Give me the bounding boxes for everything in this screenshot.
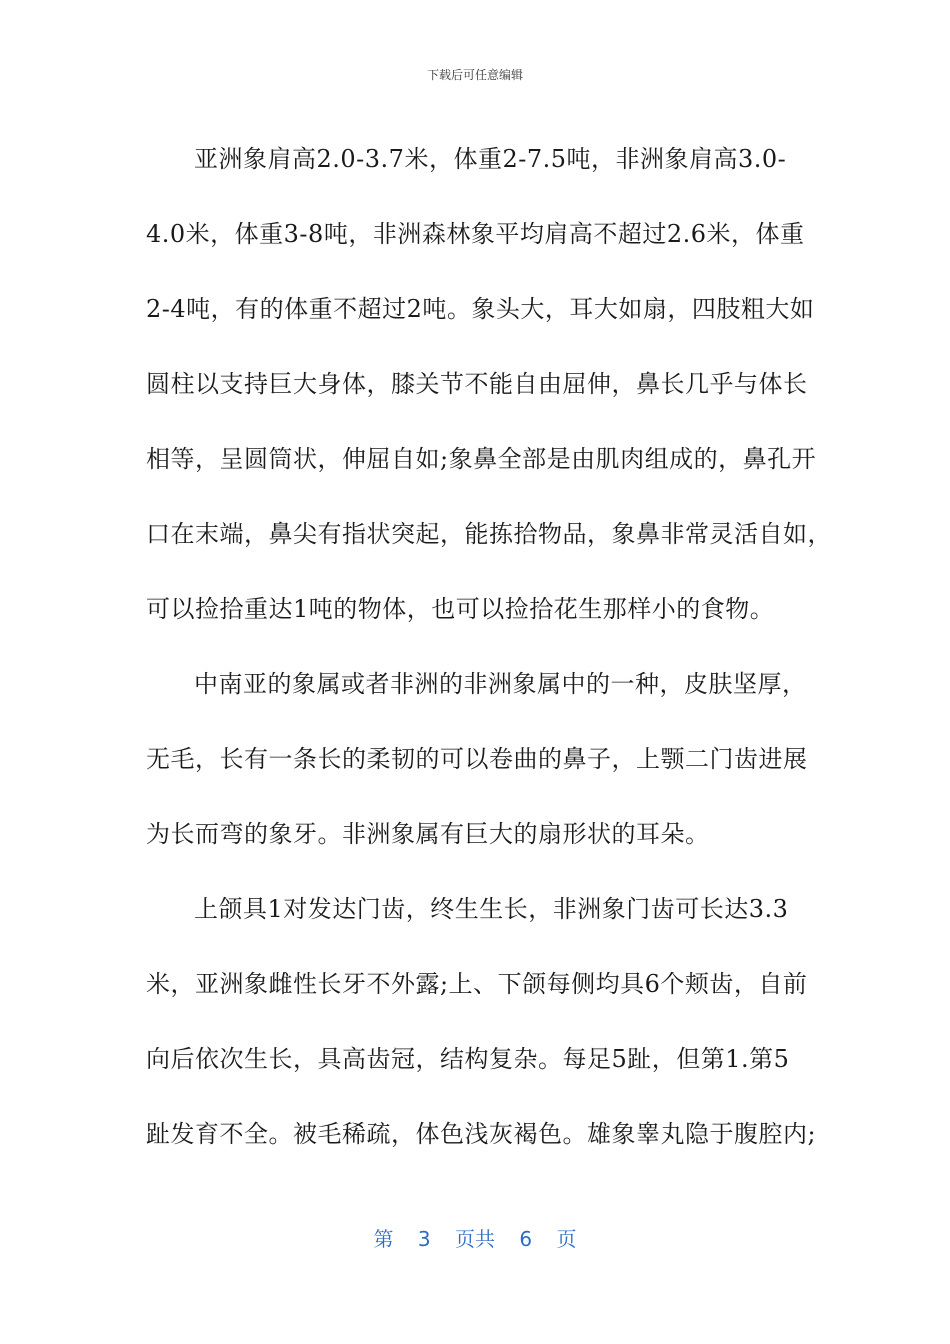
text-line: 亚洲象肩高2.0-3.7米，体重2-7.5吨，非洲象肩高3.0- [194, 145, 787, 173]
footer-middle: 页共 [455, 1227, 495, 1251]
document-body [146, 122, 832, 1172]
paragraph-2 [146, 647, 806, 872]
text-line: 可以捡拾重达1吨的物体，也可以捡拾花生那样小的食物。 [146, 595, 775, 623]
text-line: 中南亚的象属或者非洲的非洲象属中的一种，皮肤坚厚， [194, 670, 807, 698]
text-line: 4.0米，体重3-8吨，非洲森林象平均肩高不超过2.6米，体重 [146, 220, 805, 248]
page-footer [0, 1223, 950, 1252]
text-line: 趾发育不全。被毛稀疏，体色浅灰褐色。雄象睾丸隐于腹腔内; [146, 1120, 817, 1148]
text-line: 圆柱以支持巨大身体，膝关节不能自由屈伸，鼻长几乎与体长 [146, 370, 808, 398]
footer-prefix: 第 [373, 1227, 394, 1251]
text-line: 2-4吨，有的体重不超过2吨。象头大，耳大如扇，四肢粗大如 [146, 295, 815, 323]
text-line: 米，亚洲象雌性长牙不外露;上、下颌每侧均具6个颊齿，自前 [146, 970, 808, 998]
text-line: 上颌具1对发达门齿，终生生长，非洲象门齿可长达3.3 [194, 895, 789, 923]
text-line: 向后依次生长，具高齿冠，结构复杂。每足5趾，但第1.第5 [146, 1045, 790, 1073]
total-pages-number: 6 [519, 1227, 533, 1251]
current-page-number: 3 [417, 1227, 431, 1251]
paragraph-1 [146, 122, 832, 647]
text-line: 为长而弯的象牙。非洲象属有巨大的扇形状的耳朵。 [146, 820, 710, 848]
text-line: 相等，呈圆筒状，伸屈自如;象鼻全部是由肌肉组成的，鼻孔开 [146, 445, 817, 473]
paragraph-3 [146, 872, 817, 1172]
footer-suffix: 页 [556, 1227, 577, 1251]
text-line: 口在末端，鼻尖有指状突起，能拣拾物品，象鼻非常灵活自如， [146, 520, 832, 548]
text-line: 无毛，长有一条长的柔韧的可以卷曲的鼻子，上颚二门齿进展 [146, 745, 808, 773]
page-header: 下载后可任意编辑 [426, 68, 523, 82]
